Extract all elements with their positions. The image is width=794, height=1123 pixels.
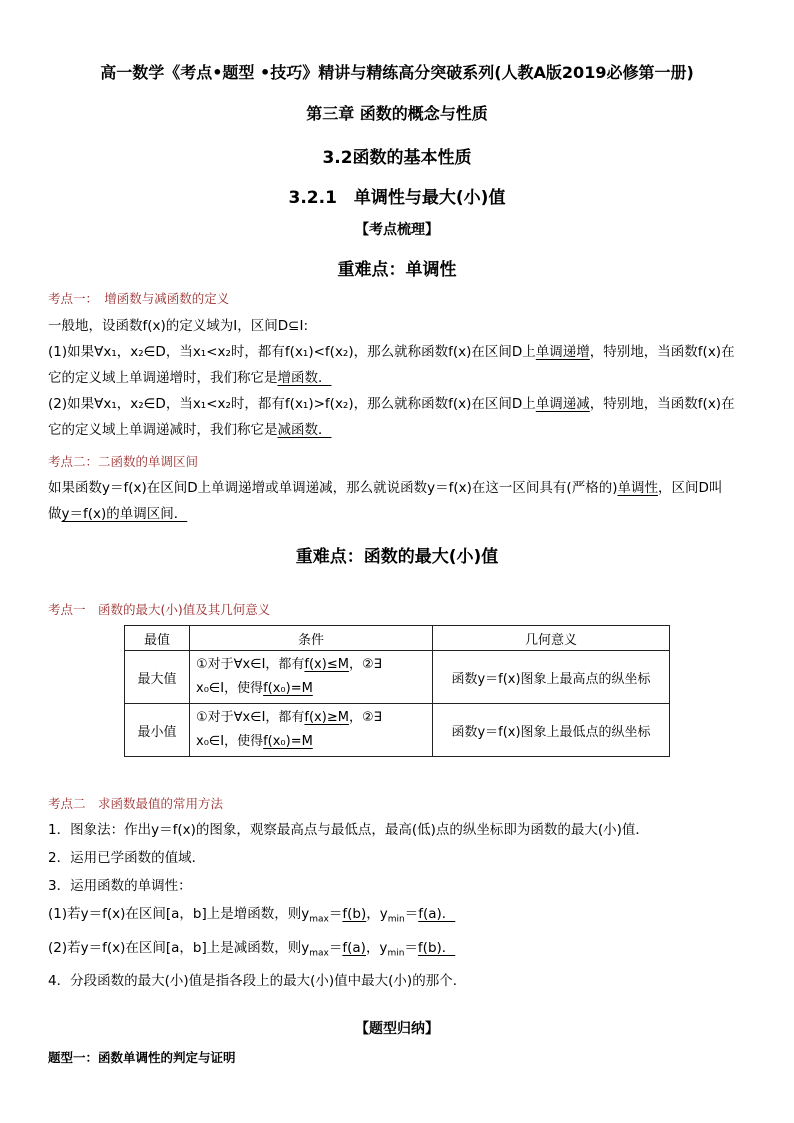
text-run: 做 (48, 506, 62, 522)
kp1-para2 (48, 391, 748, 443)
subsection-title: 3.2.1 单调性与最大(小)值 (288, 188, 506, 208)
text-run: 如果函数y＝f(x)在区间D上单调递增或单调递减，那么就说函数y＝f(x)在这一区间具有(严格的) (48, 480, 618, 496)
text-run: ＝ (328, 939, 343, 956)
text-run: 它的定义域上单调递减时，我们称它是 (48, 422, 278, 438)
subscript: max (309, 948, 329, 959)
underlined-term: f(x₀)=M (263, 734, 313, 749)
text-run: ，特别地，当函数f(x)在 (589, 344, 735, 360)
kp1-intro: 一般地，设函数f(x)的定义域为I，区间D⊆I: (48, 318, 308, 334)
text-run: ，②∃ (348, 657, 382, 672)
text-run: ，特别地，当函数f(x)在 (589, 396, 735, 412)
p2-kp1-label: 考点一 函数的最大(小)值及其几何意义 (48, 602, 271, 617)
underlined-term: f(x)≥M (304, 710, 349, 725)
table-header: 条件 (190, 626, 433, 651)
kp1-label: 考点一： 增函数与减函数的定义 (48, 291, 230, 306)
table-header: 最值 (125, 626, 190, 651)
method-item: 4．分段函数的最大(小)值是指各段上的最大(小)值中最大(小)的那个． (48, 973, 467, 990)
text-run: (1)如果∀x₁，x₂∈D，当x₁<x₂时，都有f(x₁)<f(x₂)，那么就称函数f(x)在区间D上 (48, 344, 536, 360)
part1-heading: 重难点：单调性 (337, 260, 457, 280)
table-header: 几何意义 (433, 626, 670, 651)
question-type-1: 题型一：函数单调性的判定与证明 (48, 1050, 236, 1065)
text-run: ，区间D叫 (657, 480, 723, 496)
kp2-content (48, 475, 748, 527)
underlined-term: 减函数． (277, 422, 332, 438)
table-row (125, 651, 670, 704)
part3-heading: 【题型归纳】 (355, 1021, 439, 1037)
review-heading: 【考点梳理】 (355, 222, 439, 238)
text-run: x₀∈I，使得 (196, 734, 264, 749)
underlined-term: 增函数． (277, 370, 332, 386)
underlined-term: f(a) (342, 939, 366, 956)
underlined-term: 单调性 (617, 480, 658, 496)
text-run: ＝ (404, 939, 418, 956)
part2-heading: 重难点：函数的最大(小)值 (295, 547, 499, 567)
table-cell: 最大值 (125, 651, 190, 704)
underlined-term: f(b)． (417, 939, 456, 956)
kp1-content (48, 313, 748, 443)
text-run: ＝ (404, 906, 419, 922)
kp2-label: 考点二：二函数的单调区间 (48, 454, 199, 469)
method-item: 2．运用已学函数的值域． (48, 850, 206, 866)
method-item (48, 934, 748, 968)
method-item: 1．图象法：作出y＝f(x)的图象，观察最高点与最低点，最高(低)点的纵坐标即为函数的最大(小)值． (48, 822, 649, 838)
table-row (125, 704, 670, 757)
text-run: ，②∃ (348, 710, 382, 725)
underlined-term: f(x₀)=M (263, 681, 313, 696)
subscript: min (387, 948, 405, 959)
text-run: (1)若y＝f(x)在区间[a，b]上是增函数，则y (48, 906, 310, 922)
underlined-term: y＝f(x)的单调区间． (61, 506, 188, 522)
kp1-para1 (48, 339, 748, 391)
p2-kp2-label: 考点二 求函数最值的常用方法 (48, 796, 224, 811)
text-run: (2)如果∀x₁，x₂∈D，当x₁<x₂时，都有f(x₁)>f(x₂)，那么就称函数f(x)在区间D上 (48, 396, 536, 412)
underlined-term: f(a)． (418, 906, 456, 922)
table-cell: 函数y＝f(x)图象上最低点的纵坐标 (433, 704, 670, 757)
text-run: ①对于∀x∈I，都有 (196, 710, 305, 725)
table-header-row (125, 626, 670, 651)
underlined-term: 单调递增 (535, 344, 590, 360)
method-item (48, 900, 748, 934)
method-item: 3．运用函数的单调性： (48, 878, 192, 894)
underlined-term: f(x)≤M (304, 657, 349, 672)
text-run: ，y (365, 939, 388, 956)
table-cell (190, 704, 433, 757)
underlined-term: f(b) (342, 906, 367, 922)
methods-list (48, 816, 748, 995)
text-run: 它的定义域上单调递增时，我们称它是 (48, 370, 278, 386)
section-title: 3.2函数的基本性质 (322, 148, 472, 168)
chapter-title: 第三章 函数的概念与性质 (306, 104, 488, 123)
table-cell (190, 651, 433, 704)
subscript: min (387, 914, 405, 925)
underlined-term: 单调递减 (535, 396, 590, 412)
text-run: (2)若y＝f(x)在区间[a，b]上是减函数，则y (48, 939, 310, 956)
text-run: ，y (366, 906, 388, 922)
table-cell: 最小值 (125, 704, 190, 757)
text-run: ①对于∀x∈I，都有 (196, 657, 305, 672)
table-cell: 函数y＝f(x)图象上最高点的纵坐标 (433, 651, 670, 704)
subscript: max (309, 914, 329, 925)
series-title: 高一数学《考点•题型 •技巧》精讲与精练高分突破系列(人教A版2019必修第一册) (100, 63, 694, 82)
extrema-table (124, 625, 670, 757)
text-run: x₀∈I，使得 (196, 681, 264, 696)
text-run: ＝ (328, 906, 343, 922)
